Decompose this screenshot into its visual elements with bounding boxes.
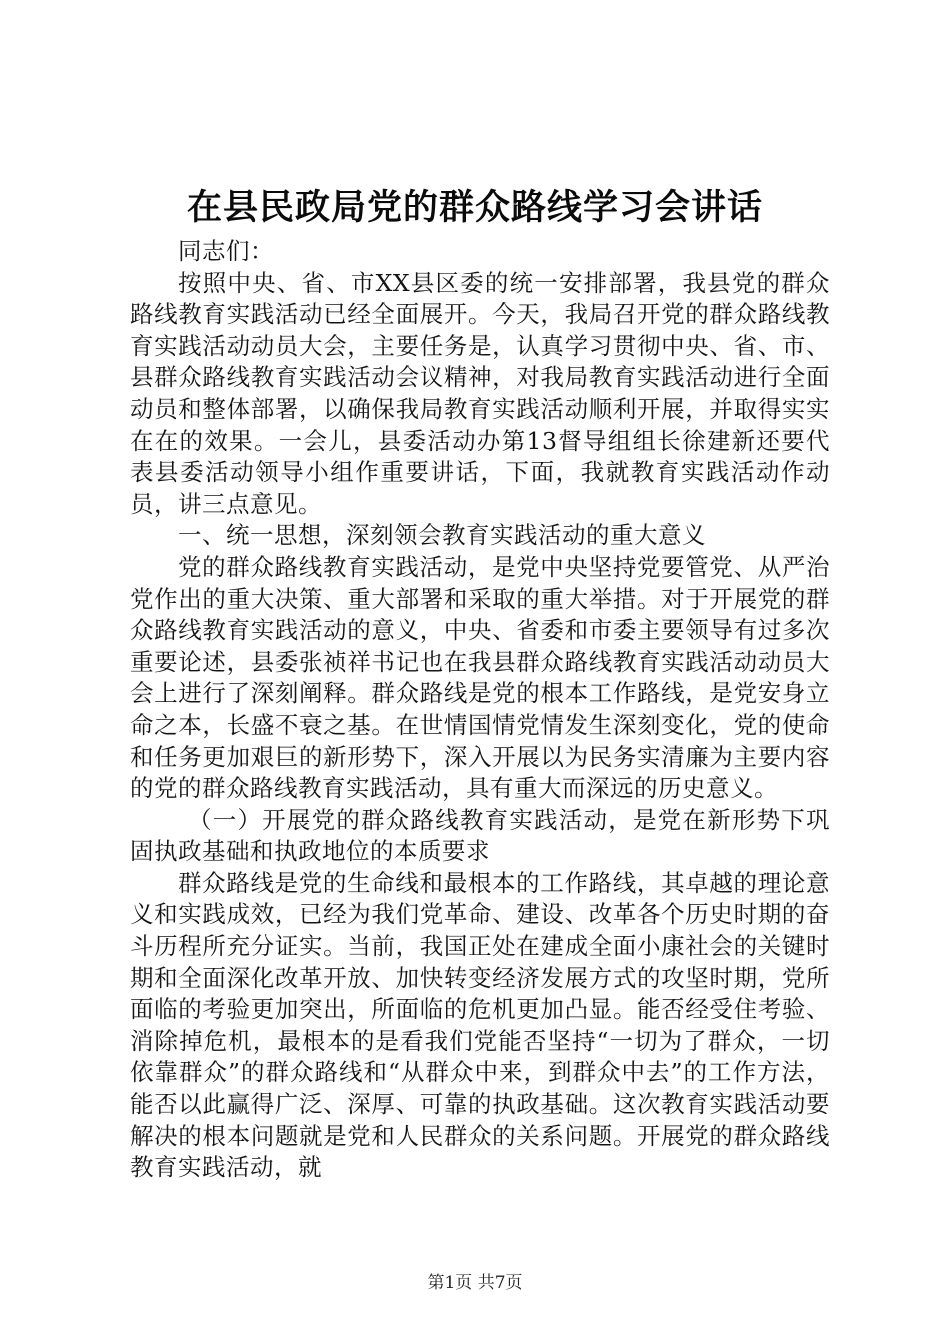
paragraph-significance: 党的群众路线教育实践活动，是党中央坚持党要管党、从严治党作出的重大决策、重大部署和采取的重大举措。对于开展党的群众路线教育实践活动的意义，中央、省委和市委主要领导有过多次重要论述，县委张祯祥书记也在我县群众路线教育实践活动动员大会上进行了深刻阐释。群众路线是党的根本工作路线，是党安身立命之本，长盛不衰之基。在世情国情党情发生深刻变化，党的使命和任务更加艰巨的新形势下，深入开展以为民务实清廉为主要内容的党的群众路线教育实践活动，具有重大而深远的历史意义。 — [130, 552, 830, 803]
paragraph-intro: 按照中央、省、市XX县区委的统一安排部署，我县党的群众路线教育实践活动已经全面展开。今天，我局召开党的群众路线教育实践活动动员大会，主要任务是，认真学习贯彻中央、省、市、县群众路线教育实践活动会议精神，对我局教育实践活动进行全面动员和整体部署，以确保我局教育实践活动顺利开展，并取得实实在在的效果。一会儿，县委活动办第13督导组组长徐建新还要代表县委活动领导小组作重要讲话，下面，我就教育实践活动作动员，讲三点意见。 — [130, 268, 830, 518]
section-heading-1: 一、统一思想，深刻领会教育实践活动的重大意义 — [178, 521, 706, 550]
document-title: 在县民政局党的群众路线学习会讲话 — [186, 187, 763, 228]
salutation: 同志们： — [178, 237, 274, 265]
document-body — [130, 236, 830, 1184]
subsection-heading-1: （一）开展党的群众路线教育实践活动，是党在新形势下巩固执政基础和执政地位的本质要求 — [130, 805, 830, 866]
paragraph-mass-line: 群众路线是党的生命线和最根本的工作路线，其卓越的理论意义和实践成效，已经为我们党革命、建设、改革各个历史时期的奋斗历程所充分证实。当前，我国正处在建成全面小康社会的关键时期和全面深化改革开放、加快转变经济发展方式的攻坚时期，党所面临的考验更加突出，所面临的危机更加凸显。能否经受住考验、消除掉危机，最根本的是看我们党能否坚持“一切为了群众，一切依靠群众”的群众路线和“从群众中来，到群众中去”的工作方法，能否以此赢得广泛、深厚、可靠的执政基础。这次教育实践活动要解决的根本问题就是党和人民群众的关系问题。开展党的群众路线教育实践活动，就 — [130, 868, 830, 1182]
page-number: 第1页 共7页 — [427, 1273, 523, 1293]
